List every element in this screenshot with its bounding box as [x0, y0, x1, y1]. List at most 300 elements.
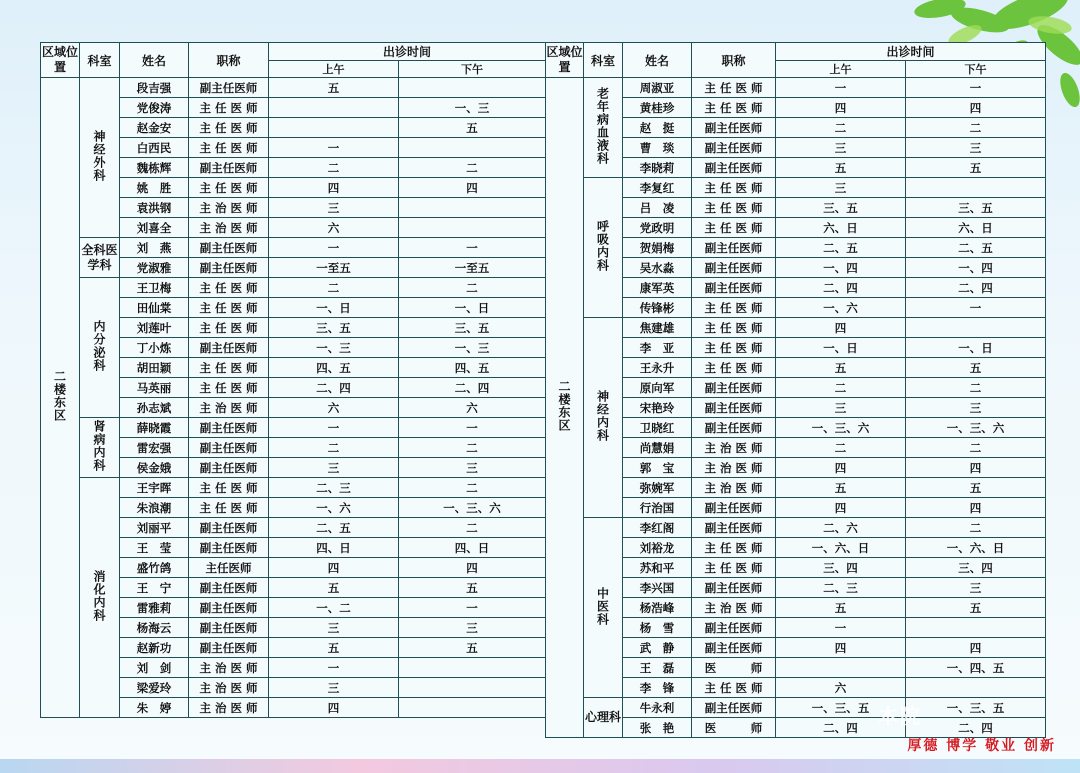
am-time: 二、六: [776, 518, 906, 538]
doctor-title: 副主任医师: [189, 78, 269, 98]
pm-time: 一: [399, 598, 546, 618]
dept-cell: 肾病内科: [80, 418, 120, 478]
doctor-name: 赵 挺: [623, 118, 692, 138]
table-row: [546, 78, 1046, 98]
header-region: 区域位置: [546, 43, 584, 78]
header-dept: 科室: [584, 43, 623, 78]
pm-time: [399, 678, 546, 698]
am-time: 四: [776, 458, 906, 478]
header-region: 区域位置: [41, 43, 80, 78]
am-time: 三、四: [776, 558, 906, 578]
dept-cell: 老年病血液科: [584, 78, 623, 178]
doctor-title: 主 任 医 师: [692, 338, 776, 358]
doctor-name: 周淑亚: [623, 78, 692, 98]
pm-time: 二: [906, 118, 1046, 138]
doctor-title: 主 任 医 师: [189, 98, 269, 118]
doctor-title: 主任医师: [189, 558, 269, 578]
doctor-name: 李红阁: [623, 518, 692, 538]
header-am: 上午: [269, 61, 399, 78]
doctor-name: 张 艳: [623, 718, 692, 738]
schedule-table-right: [545, 42, 1046, 738]
am-time: 三: [269, 458, 399, 478]
doctor-name: 侯金娥: [120, 458, 189, 478]
pm-time: 四: [906, 458, 1046, 478]
doctor-title: 主 任 医 师: [189, 178, 269, 198]
pm-time: 一、三: [399, 338, 546, 358]
am-time: 二、五: [269, 518, 399, 538]
pm-time: 一、六、日: [906, 538, 1046, 558]
am-time: 二: [776, 378, 906, 398]
doctor-title: 副主任医师: [692, 158, 776, 178]
doctor-title: 主 任 医 师: [692, 298, 776, 318]
dept-cell: 神经内科: [584, 318, 623, 518]
am-time: 五: [776, 358, 906, 378]
am-time: 四、日: [269, 538, 399, 558]
pm-time: 一: [399, 418, 546, 438]
doctor-name: 曹 琰: [623, 138, 692, 158]
table-row: [546, 698, 1046, 718]
am-time: 五: [269, 638, 399, 658]
doctor-name: 姚 胜: [120, 178, 189, 198]
doctor-title: 副主任医师: [189, 458, 269, 478]
am-time: 一、六: [269, 498, 399, 518]
pm-time: [399, 78, 546, 98]
am-time: 一、六、日: [776, 538, 906, 558]
pm-time: 一: [399, 238, 546, 258]
doctor-title: 副主任医师: [189, 258, 269, 278]
pm-time: 一、三: [399, 98, 546, 118]
header-am: 上午: [776, 61, 906, 78]
am-time: 五: [776, 598, 906, 618]
doctor-name: 郭 宝: [623, 458, 692, 478]
pm-time: 四: [906, 98, 1046, 118]
doctor-title: 副主任医师: [189, 598, 269, 618]
header-name: 姓名: [623, 43, 692, 78]
pm-time: 一、三、六: [399, 498, 546, 518]
doctor-name: 卫晓红: [623, 418, 692, 438]
am-time: 三: [269, 678, 399, 698]
dept-cell: 消化内科: [80, 478, 120, 718]
table-row: [41, 238, 546, 258]
doctor-name: 杨浩峰: [623, 598, 692, 618]
doctor-title: 副主任医师: [692, 398, 776, 418]
am-time: 四: [269, 698, 399, 718]
am-time: 三、五: [269, 318, 399, 338]
am-time: [269, 118, 399, 138]
doctor-title: 主 治 医 师: [692, 458, 776, 478]
doctor-title: 医 师: [692, 658, 776, 678]
doctor-title: 主 任 医 师: [692, 358, 776, 378]
header-name: 姓名: [120, 43, 189, 78]
doctor-name: 杨 雪: [623, 618, 692, 638]
am-time: 一: [776, 618, 906, 638]
doctor-name: 吕 凌: [623, 198, 692, 218]
table-row: [41, 78, 546, 98]
pm-time: 二: [399, 518, 546, 538]
doctor-name: 行治国: [623, 498, 692, 518]
am-time: [776, 658, 906, 678]
doctor-name: 康军英: [623, 278, 692, 298]
pm-time: [399, 658, 546, 678]
doctor-name: 吴水淼: [623, 258, 692, 278]
doctor-title: 主 治 医 师: [692, 478, 776, 498]
am-time: 二: [776, 438, 906, 458]
doctor-title: 副主任医师: [189, 638, 269, 658]
doctor-name: 弥婉军: [623, 478, 692, 498]
doctor-name: 杨海云: [120, 618, 189, 638]
doctor-name: 雷雅莉: [120, 598, 189, 618]
pm-time: [906, 178, 1046, 198]
am-time: 一、日: [269, 298, 399, 318]
pm-time: 五: [906, 358, 1046, 378]
doctor-title: 副主任医师: [692, 258, 776, 278]
doctor-title: 主 任 医 师: [692, 198, 776, 218]
doctor-name: 王宇晖: [120, 478, 189, 498]
doctor-name: 刘丽平: [120, 518, 189, 538]
doctor-name: 赵金安: [120, 118, 189, 138]
header-pm: 下午: [906, 61, 1046, 78]
doctor-title: 主 任 医 师: [692, 318, 776, 338]
doctor-title: 主 任 医 师: [189, 118, 269, 138]
am-time: 一: [269, 658, 399, 678]
doctor-name: 刘裕龙: [623, 538, 692, 558]
am-time: 一、三、五: [776, 698, 906, 718]
doctor-name: 王 磊: [623, 658, 692, 678]
am-time: 五: [269, 578, 399, 598]
doctor-title: 副主任医师: [189, 578, 269, 598]
doctor-title: 副主任医师: [189, 518, 269, 538]
doctor-name: 李复红: [623, 178, 692, 198]
doctor-title: 副主任医师: [189, 438, 269, 458]
doctor-name: 王卫梅: [120, 278, 189, 298]
doctor-title: 副主任医师: [692, 278, 776, 298]
pm-time: 四: [906, 498, 1046, 518]
pm-time: 四: [906, 638, 1046, 658]
table-row: [546, 318, 1046, 338]
doctor-name: 宋艳玲: [623, 398, 692, 418]
am-time: 五: [776, 478, 906, 498]
pm-time: 二、四: [399, 378, 546, 398]
am-time: 一: [269, 418, 399, 438]
pm-time: 五: [399, 578, 546, 598]
am-time: 六: [269, 218, 399, 238]
doctor-name: 党政明: [623, 218, 692, 238]
am-time: 一: [776, 78, 906, 98]
doctor-title: 副主任医师: [692, 418, 776, 438]
pm-time: 一、三、五: [906, 698, 1046, 718]
pm-time: 二、四: [906, 278, 1046, 298]
am-time: 一: [269, 238, 399, 258]
doctor-name: 白西民: [120, 138, 189, 158]
am-time: 三: [269, 618, 399, 638]
doctor-title: 主 任 医 师: [692, 98, 776, 118]
doctor-name: 刘 燕: [120, 238, 189, 258]
doctor-name: 袁洪钢: [120, 198, 189, 218]
doctor-title: 主 治 医 师: [189, 698, 269, 718]
region-cell: 二楼东区: [546, 78, 584, 738]
pm-time: 五: [399, 638, 546, 658]
pm-time: 四、五: [399, 358, 546, 378]
pm-time: 一: [906, 78, 1046, 98]
doctor-title: 主 治 医 师: [189, 218, 269, 238]
doctor-title: 主 任 医 师: [692, 558, 776, 578]
pm-time: 一、三、六: [906, 418, 1046, 438]
doctor-name: 孙志斌: [120, 398, 189, 418]
pm-time: [906, 678, 1046, 698]
doctor-title: 主 任 医 师: [692, 178, 776, 198]
am-time: 四: [776, 98, 906, 118]
am-time: 二、三: [269, 478, 399, 498]
am-time: 二、四: [776, 718, 906, 738]
header-clinic-time: 出诊时间: [269, 43, 546, 61]
dept-cell: 神经外科: [80, 78, 120, 238]
doctor-name: 原向军: [623, 378, 692, 398]
doctor-title: 副主任医师: [692, 378, 776, 398]
pm-time: 三: [906, 578, 1046, 598]
pm-time: [399, 198, 546, 218]
pm-time: 五: [906, 158, 1046, 178]
am-time: 五: [776, 158, 906, 178]
doctor-title: 主 任 医 师: [189, 298, 269, 318]
am-time: 一、六: [776, 298, 906, 318]
doctor-title: 主 任 医 师: [692, 678, 776, 698]
hospital-slogan: 厚德 博学 敬业 创新: [907, 738, 1056, 754]
header-dept: 科室: [80, 43, 120, 78]
doctor-title: 副主任医师: [189, 538, 269, 558]
doctor-title: 副主任医师: [692, 578, 776, 598]
am-time: 四: [269, 178, 399, 198]
pm-time: 三: [399, 618, 546, 638]
pm-time: [399, 218, 546, 238]
am-time: 六、日: [776, 218, 906, 238]
doctor-title: 主 治 医 师: [692, 598, 776, 618]
doctor-name: 李 亚: [623, 338, 692, 358]
pm-time: 三、五: [399, 318, 546, 338]
am-time: 一、日: [776, 338, 906, 358]
am-time: 四: [776, 318, 906, 338]
table-row: [41, 418, 546, 438]
doctor-title: 副主任医师: [189, 418, 269, 438]
pm-time: 一: [906, 298, 1046, 318]
doctor-name: 刘喜全: [120, 218, 189, 238]
bottom-decoration-band: [0, 759, 1080, 773]
doctor-title: 主 任 医 师: [189, 378, 269, 398]
dept-cell: 呼吸内科: [584, 178, 623, 318]
doctor-title: 副主任医师: [692, 498, 776, 518]
doctor-name: 武 静: [623, 638, 692, 658]
dept-cell: 心理科: [584, 698, 623, 738]
doctor-title: 主 任 医 师: [189, 498, 269, 518]
pm-time: 一、四、五: [906, 658, 1046, 678]
doctor-name: 党俊涛: [120, 98, 189, 118]
pm-time: 三: [906, 398, 1046, 418]
doctor-name: 党淑雅: [120, 258, 189, 278]
doctor-title: 主 任 医 师: [189, 358, 269, 378]
doctor-title: 主 治 医 师: [189, 398, 269, 418]
pm-time: 五: [399, 118, 546, 138]
am-time: 一、四: [776, 258, 906, 278]
pm-time: 二、四: [906, 718, 1046, 738]
doctor-title: 主 治 医 师: [189, 658, 269, 678]
doctor-title: 主 任 医 师: [189, 278, 269, 298]
am-time: 二: [269, 278, 399, 298]
pm-time: 二: [906, 518, 1046, 538]
pm-time: 二: [399, 438, 546, 458]
doctor-title: 主 治 医 师: [692, 438, 776, 458]
doctor-title: 主 任 医 师: [189, 138, 269, 158]
doctor-name: 李晓莉: [623, 158, 692, 178]
table-row: [41, 478, 546, 498]
am-time: 四: [269, 558, 399, 578]
pm-time: 三: [906, 138, 1046, 158]
doctor-title: 副主任医师: [189, 618, 269, 638]
doctor-title: 副主任医师: [692, 238, 776, 258]
doctor-name: 黄桂珍: [623, 98, 692, 118]
am-time: 一、三: [269, 338, 399, 358]
am-time: 一: [269, 138, 399, 158]
am-time: [269, 98, 399, 118]
pm-time: [399, 138, 546, 158]
table-row: [546, 518, 1046, 538]
am-time: 一、二: [269, 598, 399, 618]
doctor-title: 副主任医师: [692, 698, 776, 718]
dept-cell: 全科医学科: [80, 238, 120, 278]
pm-time: 二: [906, 438, 1046, 458]
doctor-name: 朱 婷: [120, 698, 189, 718]
pm-time: 四、日: [399, 538, 546, 558]
doctor-title: 主 治 医 师: [189, 678, 269, 698]
pm-time: 二: [906, 378, 1046, 398]
table-row: [41, 278, 546, 298]
region-cell: 二楼东区: [41, 78, 80, 718]
pm-time: 二: [399, 478, 546, 498]
am-time: 三: [776, 138, 906, 158]
pm-time: 一至五: [399, 258, 546, 278]
doctor-name: 盛竹鸽: [120, 558, 189, 578]
pm-time: 二: [399, 158, 546, 178]
pm-time: 四: [399, 178, 546, 198]
pm-time: 五: [906, 598, 1046, 618]
doctor-name: 胡田颖: [120, 358, 189, 378]
doctor-title: 副主任医师: [189, 238, 269, 258]
doctor-name: 薛晓霞: [120, 418, 189, 438]
am-time: 三、五: [776, 198, 906, 218]
doctor-title: 医 师: [692, 718, 776, 738]
doctor-title: 主 治 医 师: [189, 198, 269, 218]
doctor-title: 副主任医师: [692, 138, 776, 158]
header-title: 职称: [692, 43, 776, 78]
doctor-name: 牛永利: [623, 698, 692, 718]
pm-time: 一、四: [906, 258, 1046, 278]
am-time: 二、四: [269, 378, 399, 398]
doctor-name: 段吉强: [120, 78, 189, 98]
header-title: 职称: [189, 43, 269, 78]
doctor-name: 贺娟梅: [623, 238, 692, 258]
am-time: 六: [269, 398, 399, 418]
doctor-title: 副主任医师: [189, 338, 269, 358]
watermark: 本院: [878, 704, 922, 728]
doctor-title: 主 任 医 师: [692, 538, 776, 558]
dept-cell: 中医科: [584, 518, 623, 698]
am-time: 二: [776, 118, 906, 138]
pm-time: 五: [906, 478, 1046, 498]
pm-time: 一、日: [906, 338, 1046, 358]
am-time: 一、三、六: [776, 418, 906, 438]
doctor-name: 李 锋: [623, 678, 692, 698]
doctor-title: 副主任医师: [189, 158, 269, 178]
am-time: 一至五: [269, 258, 399, 278]
doctor-name: 雷宏强: [120, 438, 189, 458]
pm-time: 四: [399, 558, 546, 578]
pm-time: 三、四: [906, 558, 1046, 578]
am-time: 三: [776, 178, 906, 198]
doctor-title: 副主任医师: [692, 638, 776, 658]
am-time: 四: [776, 498, 906, 518]
am-time: 二、四: [776, 278, 906, 298]
am-time: 五: [269, 78, 399, 98]
table-row: [546, 178, 1046, 198]
pm-time: 二: [399, 278, 546, 298]
pm-time: 六、日: [906, 218, 1046, 238]
doctor-name: 田仙棠: [120, 298, 189, 318]
doctor-name: 王永升: [623, 358, 692, 378]
doctor-name: 马英丽: [120, 378, 189, 398]
am-time: 二: [269, 438, 399, 458]
doctor-name: 魏栋辉: [120, 158, 189, 178]
pm-time: [399, 698, 546, 718]
doctor-name: 苏和平: [623, 558, 692, 578]
doctor-name: 王 莹: [120, 538, 189, 558]
am-time: 二、五: [776, 238, 906, 258]
pm-time: 三、五: [906, 198, 1046, 218]
doctor-name: 梁爱玲: [120, 678, 189, 698]
doctor-name: 传锋彬: [623, 298, 692, 318]
doctor-title: 主 任 医 师: [692, 218, 776, 238]
header-pm: 下午: [399, 61, 546, 78]
pm-time: 三: [399, 458, 546, 478]
doctor-name: 李兴国: [623, 578, 692, 598]
header-clinic-time: 出诊时间: [776, 43, 1046, 61]
doctor-title: 主 任 医 师: [189, 478, 269, 498]
pm-time: 二、五: [906, 238, 1046, 258]
doctor-name: 刘 剑: [120, 658, 189, 678]
doctor-name: 朱浪潮: [120, 498, 189, 518]
doctor-title: 副主任医师: [692, 618, 776, 638]
pm-time: 六: [399, 398, 546, 418]
doctor-name: 刘莲叶: [120, 318, 189, 338]
doctor-name: 焦建雄: [623, 318, 692, 338]
am-time: 二、三: [776, 578, 906, 598]
am-time: 三: [269, 198, 399, 218]
doctor-name: 丁小炼: [120, 338, 189, 358]
am-time: 三: [776, 398, 906, 418]
schedule-table-left: [40, 42, 546, 718]
doctor-title: 主 任 医 师: [189, 318, 269, 338]
am-time: 四: [776, 638, 906, 658]
pm-time: [906, 318, 1046, 338]
am-time: 四、五: [269, 358, 399, 378]
dept-cell: 内分泌科: [80, 278, 120, 418]
doctor-title: 副主任医师: [692, 518, 776, 538]
doctor-title: 副主任医师: [692, 118, 776, 138]
pm-time: [906, 618, 1046, 638]
doctor-title: 主 任 医 师: [692, 78, 776, 98]
doctor-name: 王 宁: [120, 578, 189, 598]
am-time: 二: [269, 158, 399, 178]
doctor-name: 尚慧娟: [623, 438, 692, 458]
pm-time: 一、日: [399, 298, 546, 318]
am-time: 六: [776, 678, 906, 698]
